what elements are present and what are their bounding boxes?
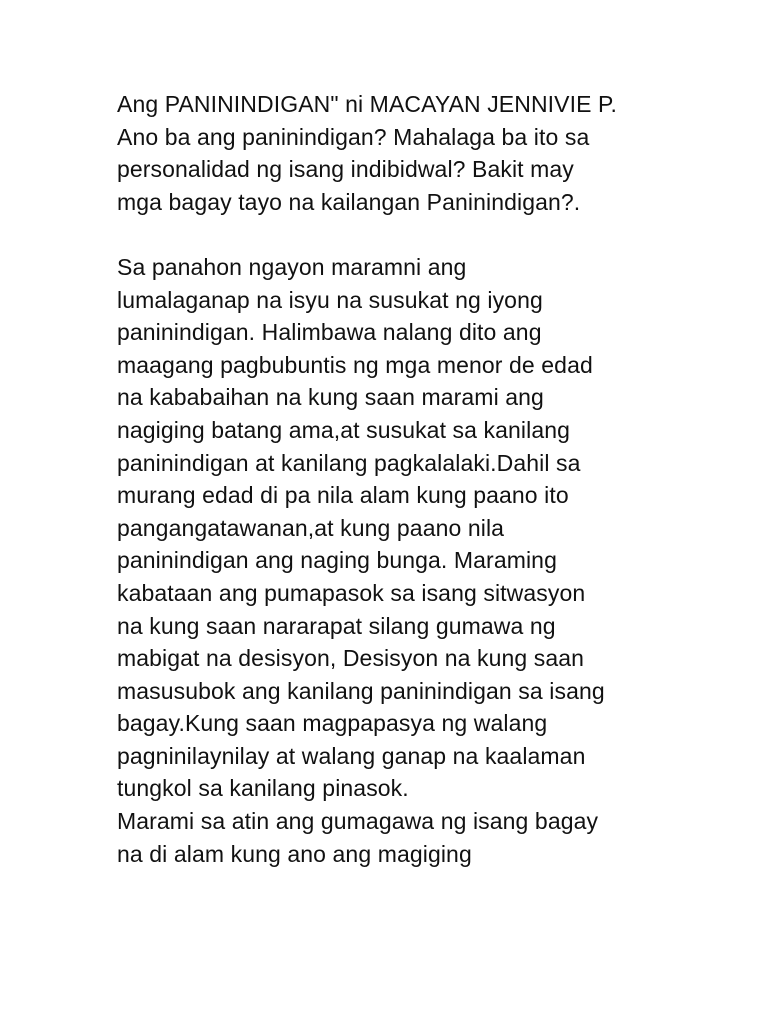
text-line: bagay.Kung saan magpapasya ng walang xyxy=(117,710,548,737)
text-line: masusubok ang kanilang paninindigan sa isang xyxy=(117,677,605,704)
text-line: murang edad di pa nila alam kung paano ito xyxy=(117,482,569,509)
text-line: Marami sa atin ang gumagawa ng isang bagay xyxy=(117,808,599,835)
text-line: nagiging batang ama,at susukat sa kanilang xyxy=(117,416,571,443)
paragraph-gap xyxy=(117,218,717,251)
text-line: maagang pagbubuntis ng mga menor de edad xyxy=(117,351,593,378)
text-line: mga bagay tayo na kailangan Paninindigan?. xyxy=(117,188,581,215)
text-line: pagninilaynilay at walang ganap na kaalaman xyxy=(117,742,586,769)
text-line: tungkol sa kanilang pinasok. xyxy=(117,775,409,802)
text-line: mabigat na desisyon, Desisyon na kung saan xyxy=(117,645,585,672)
text-line: pangangatawanan,at kung paano nila xyxy=(117,514,505,541)
document-body xyxy=(117,88,717,870)
text-line: Ano ba ang paninindigan? Mahalaga ba ito sa xyxy=(117,123,590,150)
text-line: na kababaihan na kung saan marami ang xyxy=(117,384,544,411)
text-line: paninindigan at kanilang pagkalalaki.Dahil sa xyxy=(117,449,581,476)
paragraph-intro xyxy=(117,88,717,218)
text-line: na kung saan nararapat silang gumawa ng xyxy=(117,612,556,639)
text-line: na di alam kung ano ang magiging xyxy=(117,840,472,867)
text-line: lumalaganap na isyu na susukat ng iyong xyxy=(117,286,543,313)
text-line: paninindigan ang naging bunga. Maraming xyxy=(117,547,557,574)
paragraph-closing xyxy=(117,805,717,870)
text-line: kabataan ang pumapasok sa isang sitwasyon xyxy=(117,579,586,606)
text-line: Sa panahon ngayon maramni ang xyxy=(117,253,467,280)
paragraph-body xyxy=(117,251,717,805)
text-line: paninindigan. Halimbawa nalang dito ang xyxy=(117,319,542,346)
text-line: personalidad ng isang indibidwal? Bakit may xyxy=(117,156,574,183)
text-line: Ang PANININDIGAN" ni MACAYAN JENNIVIE P. xyxy=(117,91,617,117)
